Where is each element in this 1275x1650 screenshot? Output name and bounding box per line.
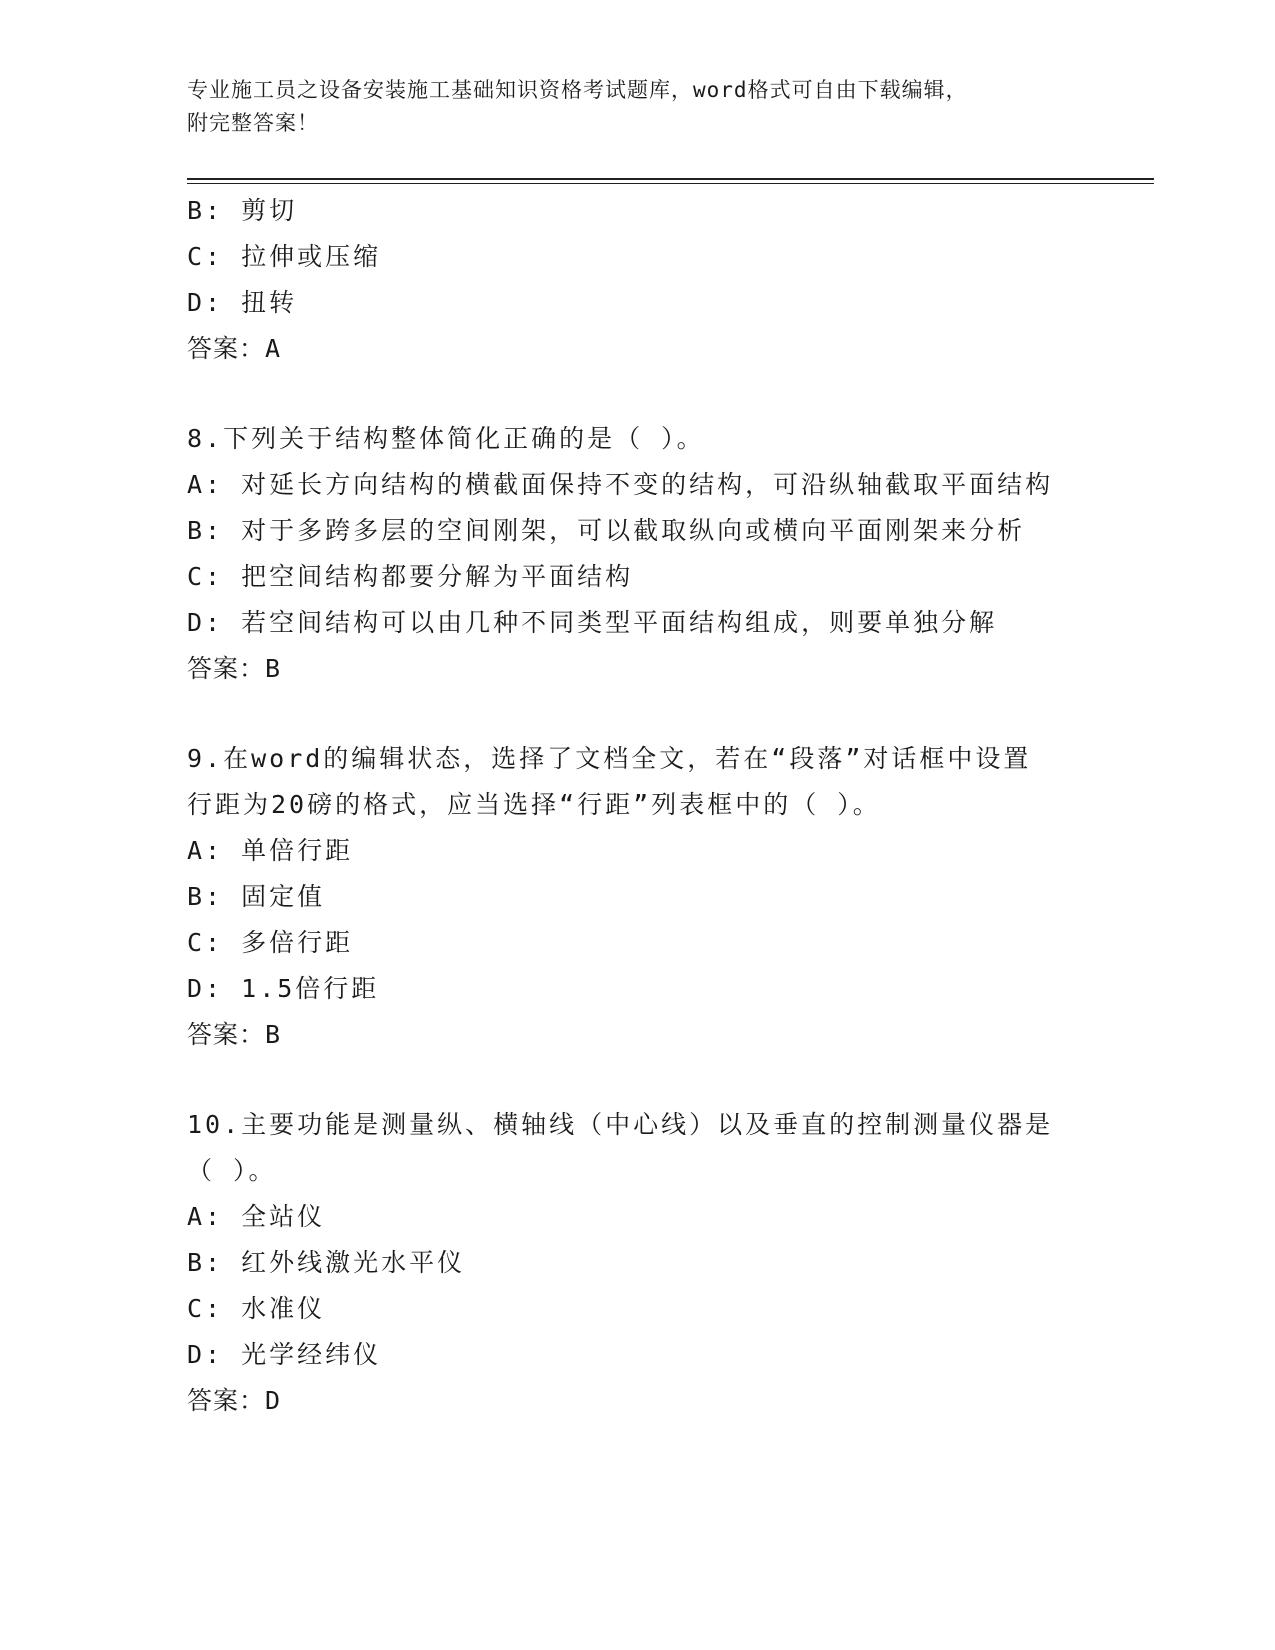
question-7-fragment (187, 188, 1087, 372)
answer-value: A (265, 334, 281, 363)
option-a: A: 单倍行距 (187, 836, 354, 865)
answer-line (187, 1012, 1087, 1058)
option-b: B: 对于多跨多层的空间刚架，可以截取纵向或横向平面刚架来分析 (187, 516, 1026, 545)
answer-label: 答案： (187, 1020, 266, 1049)
question-text-line-2: （ ）。 (187, 1156, 277, 1185)
document-body (187, 188, 1087, 1424)
question-text-line-2: 行距为20磅的格式，应当选择“行距”列表框中的（ ）。 (187, 790, 881, 819)
option-d: D: 1.5倍行距 (187, 974, 380, 1003)
question-text-line-1: 9.在word的编辑状态，选择了文档全文，若在“段落”对话框中设置 (187, 744, 1032, 773)
option-b: B: 固定值 (187, 882, 326, 911)
question-text: 8.下列关于结构整体简化正确的是（ ）。 (187, 424, 705, 453)
answer-value: B (265, 1020, 281, 1049)
answer-line (187, 1378, 1087, 1424)
answer-line (187, 646, 1087, 692)
option-c: C: 水准仪 (187, 1294, 326, 1323)
option-a: A: 全站仪 (187, 1202, 326, 1231)
option-c: C: 把空间结构都要分解为平面结构 (187, 562, 634, 591)
option-c: C: 多倍行距 (187, 928, 354, 957)
document-header (187, 74, 1087, 140)
header-divider-thin (187, 183, 1154, 184)
answer-label: 答案： (187, 654, 266, 683)
question-9 (187, 736, 1087, 1058)
option-a: A: 对延长方向结构的横截面保持不变的结构，可沿纵轴截取平面结构 (187, 470, 1054, 499)
option-d: D: 若空间结构可以由几种不同类型平面结构组成，则要单独分解 (187, 608, 998, 637)
option-b: B: 红外线激光水平仪 (187, 1248, 466, 1277)
option-b: B: 剪切 (187, 196, 298, 225)
header-divider-thick (187, 178, 1154, 180)
question-text-line-1: 10.主要功能是测量纵、横轴线（中心线）以及垂直的控制测量仪器是 (187, 1110, 1054, 1139)
answer-value: B (265, 654, 281, 683)
answer-line (187, 326, 1087, 372)
answer-label: 答案： (187, 1386, 266, 1415)
header-line-2: 附完整答案！ (187, 111, 319, 135)
question-10 (187, 1102, 1087, 1424)
question-8 (187, 416, 1087, 692)
option-c: C: 拉伸或压缩 (187, 242, 382, 271)
option-d: D: 光学经纬仪 (187, 1340, 382, 1369)
option-d: D: 扭转 (187, 288, 298, 317)
answer-value: D (265, 1386, 281, 1415)
header-line-1: 专业施工员之设备安装施工基础知识资格考试题库，word格式可自由下载编辑， (187, 78, 968, 102)
answer-label: 答案： (187, 334, 266, 363)
